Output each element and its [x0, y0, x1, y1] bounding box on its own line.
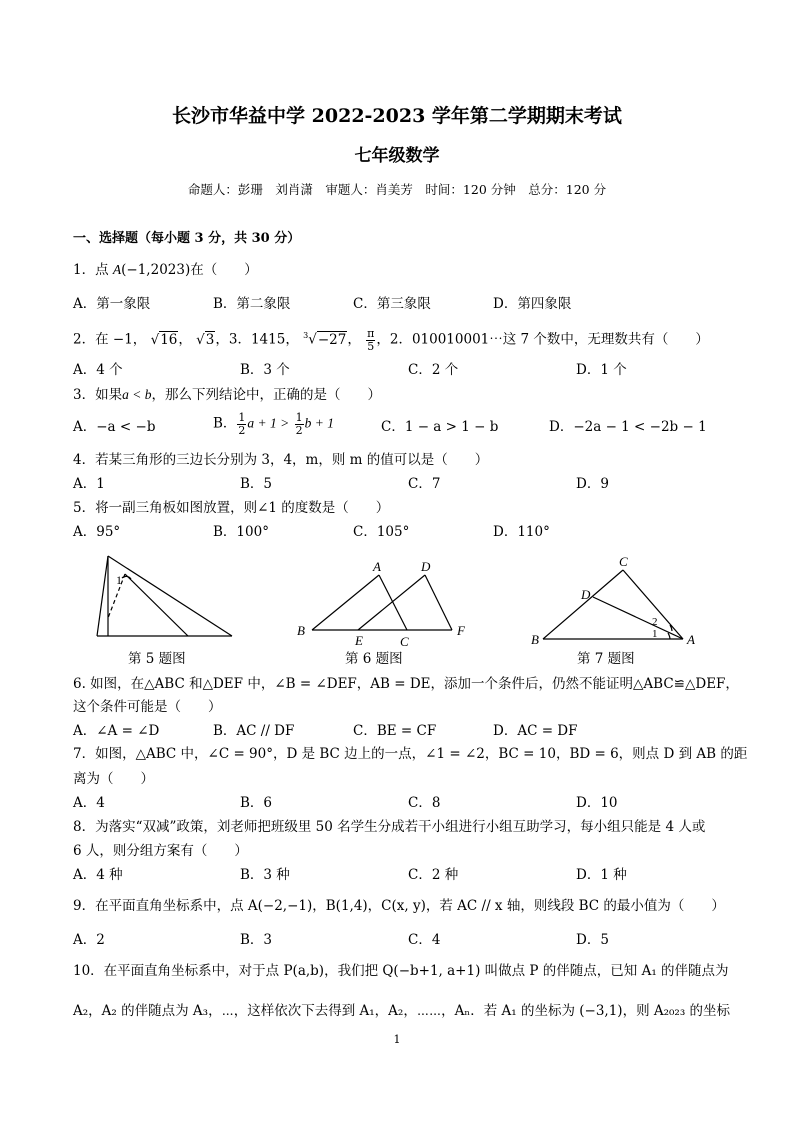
q4-option-d[interactable]: D．9	[576, 476, 609, 492]
fig6-label-f: F	[457, 623, 465, 638]
q1-point: A	[112, 262, 122, 277]
q2-text: 2．在 −1，	[73, 331, 147, 348]
exam-subtitle: 七年级数学	[354, 146, 440, 166]
q2-option-d[interactable]: D．1 个	[576, 362, 627, 378]
fig7-angle-2: 2	[652, 616, 658, 628]
q7-line1: 7．如图，△ABC 中，∠C = 90°，D 是 BC 边上的一点，∠1 = ∠2，BC = 10，BD = 6，则点 D 到 AB 的距	[73, 746, 748, 762]
q7-line2: 离为（ ）	[73, 771, 154, 787]
q5-stem: 5．将一副三角板如图放置，则∠1 的度数是（ ）	[73, 500, 390, 516]
q6-line1: 6. 如图，在△ABC 和△DEF 中，∠B = ∠DEF，AB = DE，添加一个条件后，仍然不能证明△ABC≌△DEF，	[73, 676, 739, 692]
q3-option-a[interactable]: A．−a < −b	[73, 419, 156, 435]
q3-condition: a < b	[122, 387, 152, 402]
q9-option-d[interactable]: D．5	[576, 932, 609, 948]
q6-option-a[interactable]: A．∠A = ∠D	[73, 723, 160, 739]
q9-option-b[interactable]: B．3	[240, 932, 273, 948]
figure-5	[90, 552, 240, 642]
q6-option-d[interactable]: D．AC = DF	[493, 723, 578, 739]
page-number: 1	[393, 1033, 401, 1046]
section-heading: 一、选择题（每小题 3 分，共 30 分）	[73, 231, 301, 246]
q8-line2: 6 人，则分组方案有（ ）	[73, 843, 248, 859]
q3-option-c[interactable]: C．1 − a > 1 − b	[381, 419, 499, 435]
fig7-label-a: A	[687, 632, 695, 647]
fig6-label-b: B	[297, 623, 305, 638]
pi-over-5: $\frac{\pi}{5}$	[367, 327, 375, 353]
q4-stem: 4．若某三角形的三边长分别为 3，4，m，则 m 的值可以是（ ）	[73, 452, 489, 468]
q9-option-c[interactable]: C．4	[408, 932, 441, 948]
q1-option-c[interactable]: C．第三象限	[353, 296, 431, 312]
sqrt-16: √16	[150, 331, 178, 348]
fig7-angle-1: 1	[652, 628, 658, 640]
q7-option-a[interactable]: A．4	[73, 795, 105, 811]
q2-option-c[interactable]: C．2 个	[408, 362, 459, 378]
fig7-label-b: B	[531, 632, 539, 647]
q3-stem: 3．如果a < b，那么下列结论中，正确的是（ ）	[73, 387, 381, 403]
q3-option-d[interactable]: D．−2a − 1 < −2b − 1	[549, 419, 707, 435]
q7-option-d[interactable]: D．10	[576, 795, 618, 811]
q1-text: 1．点	[73, 262, 109, 278]
figure-5-caption: 第 5 题图	[128, 651, 186, 667]
figure-6-caption: 第 6 题图	[345, 651, 403, 667]
q8-option-c[interactable]: C．2 种	[408, 867, 459, 883]
q7-option-b[interactable]: B．6	[240, 795, 273, 811]
q5-option-c[interactable]: C．105°	[353, 524, 410, 540]
q4-option-a[interactable]: A．1	[73, 476, 105, 492]
q3-option-b[interactable]: B． $\frac{1}{2}$ a + 1 > $\frac{1}{2}$ b + 1	[213, 411, 334, 437]
q1-option-b[interactable]: B．第二象限	[213, 296, 291, 312]
fig6-label-d: D	[421, 559, 431, 574]
sqrt-3: √3	[196, 331, 215, 348]
q8-option-b[interactable]: B．3 种	[240, 867, 290, 883]
q1-option-a[interactable]: A．第一象限	[73, 296, 151, 312]
q10-line2: A₂，A₂ 的伴随点为 A₃，⋯，这样依次下去得到 A₁，A₂，⋯⋯，Aₙ．若 A₁ 的坐标为 (−3,1)，则 A₂₀₂₃ 的坐标	[73, 1003, 731, 1019]
q8-line1: 8．为落实“双减”政策，刘老师把班级里 50 名学生分成若干小组进行小组互助学习，每小组只能是 4 人或	[73, 819, 706, 835]
q2-option-a[interactable]: A．4 个	[73, 362, 123, 378]
q5-option-b[interactable]: B．100°	[213, 524, 269, 540]
q1-stem	[73, 262, 258, 279]
q5-option-a[interactable]: A．95°	[73, 524, 121, 540]
q9-line1: 9．在平面直角坐标系中，点 A(−2,−1)，B(1,4)，C(x, y)，若 AC // x 轴，则线段 BC 的最小值为（ ）	[73, 898, 725, 914]
fig6-label-a: A	[373, 559, 381, 574]
cbrt-neg27: $^3$√−27	[303, 331, 347, 348]
q1-coord: (−1,2023)	[121, 262, 191, 278]
figure-6	[290, 555, 480, 650]
q6-line2: 这个条件可能是（ ）	[73, 699, 222, 715]
q7-option-c[interactable]: C．8	[408, 795, 441, 811]
fig7-label-d: D	[581, 587, 591, 602]
q6-option-b[interactable]: B．AC // DF	[213, 723, 295, 739]
fig5-angle-label: 1	[116, 573, 122, 587]
q2-stem: 2．在 −1， √16， √3，3．1415， $^3$√−27， $\frac{\pi}{5}$ ，2．010010001⋯这 7 个数中，无理数共有（ ）	[73, 327, 709, 353]
figure-7-caption: 第 7 题图	[577, 651, 635, 667]
q2-option-b[interactable]: B．3 个	[240, 362, 290, 378]
q4-option-c[interactable]: C．7	[408, 476, 441, 492]
q8-option-d[interactable]: D．1 种	[576, 867, 627, 883]
exam-meta: 命题人：彭珊 刘肖潇 审题人：肖美芳 时间：120 分钟 总分：120 分	[187, 182, 607, 197]
fig7-label-c: C	[619, 554, 628, 569]
fig6-label-e: E	[355, 633, 363, 648]
q6-option-c[interactable]: C．BE = CF	[353, 723, 437, 739]
q1-tail: 在（ ）	[190, 262, 258, 278]
fig6-label-c: C	[400, 634, 409, 649]
figure-7	[525, 552, 705, 650]
q8-option-a[interactable]: A．4 种	[73, 867, 123, 883]
q2-tail: ，2．010010001⋯这 7 个数中，无理数共有（ ）	[376, 331, 709, 348]
q9-option-a[interactable]: A．2	[73, 932, 105, 948]
exam-title: 长沙市华益中学 2022-2023 学年第二学期期末考试	[172, 105, 622, 127]
q5-option-d[interactable]: D．110°	[493, 524, 550, 540]
q4-option-b[interactable]: B．5	[240, 476, 273, 492]
q10-line1: 10．在平面直角坐标系中，对于点 P(a,b)，我们把 Q(−b+1, a+1) 叫做点 P 的伴随点，已知 A₁ 的伴随点为	[73, 963, 729, 979]
q1-option-d[interactable]: D．第四象限	[493, 296, 572, 312]
